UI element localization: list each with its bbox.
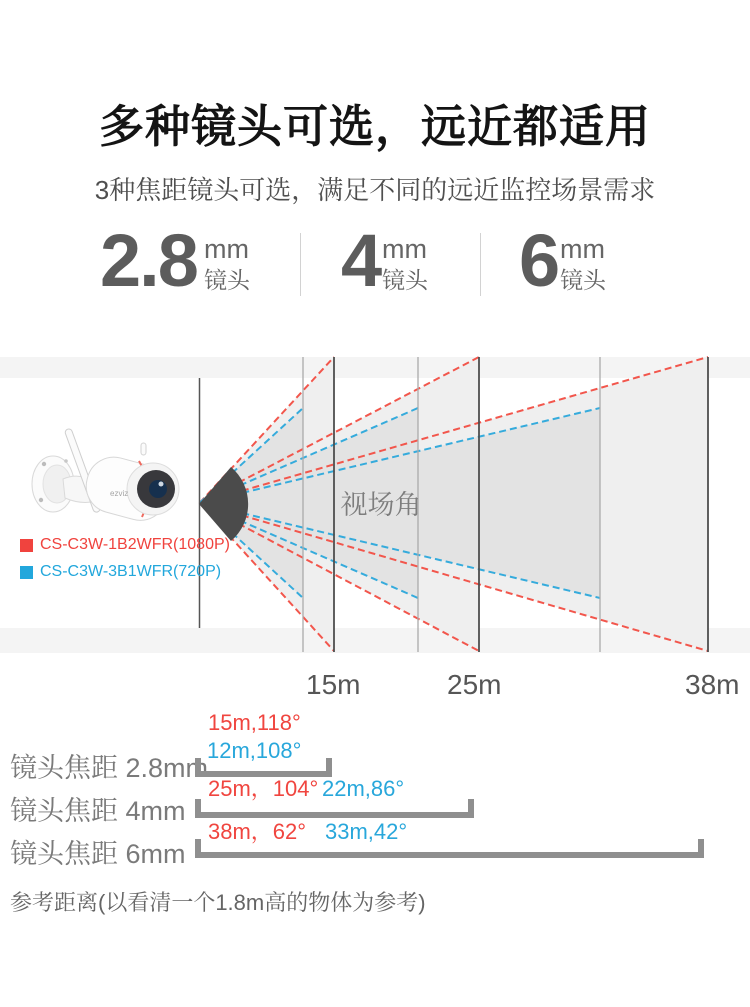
red-distance-angle: 38m，62° <box>208 819 307 844</box>
legend-blue-swatch <box>20 566 33 579</box>
legend-item-720p <box>20 565 221 579</box>
focal-row-label: 镜头焦距 6mm <box>10 839 186 869</box>
lens-option-2.8mm-value: 2.8 <box>100 219 197 302</box>
lens-option-6mm-value: 6 <box>519 219 559 302</box>
distance-label-38m: 38m <box>685 669 740 700</box>
focal-row-label: 镜头焦距 4mm <box>10 796 186 826</box>
legend-red-swatch <box>20 539 33 552</box>
page-subtitle: 3种焦距镜头可选，满足不同的远近监控场景需求 <box>94 175 656 205</box>
blue-distance-angle: 22m,86° <box>322 776 405 801</box>
reference-note: 参考距离(以看清一个1.8m高的物体为参考) <box>10 890 426 915</box>
distance-label-15m: 15m <box>306 669 361 700</box>
focal-row-label: 镜头焦距 2.8mm <box>10 753 209 783</box>
blue-distance-angle: 33m,42° <box>325 819 408 844</box>
distance-label-25m: 25m <box>447 669 502 700</box>
legend-model-label: CS-C3W-1B2WFR(1080P) <box>40 536 230 553</box>
distance-bracket-38m <box>195 839 704 858</box>
camera-brand-text: ezviz <box>110 489 129 498</box>
lens-zh-label: 镜头 <box>382 267 428 293</box>
lens-unit-label: mm <box>560 234 605 264</box>
distance-bracket-25m <box>195 799 474 818</box>
lens-zh-label: 镜头 <box>204 267 250 293</box>
lens-unit-label: mm <box>382 234 427 264</box>
lens-unit-label: mm <box>204 234 249 264</box>
red-distance-angle: 15m,118° <box>208 710 301 735</box>
legend-item-1080p <box>20 538 230 552</box>
page-title: 多种镜头可选，远近都适用 <box>98 101 651 152</box>
blue-distance-angle: 12m,108° <box>207 738 302 763</box>
lens-option-4mm-value: 4 <box>341 219 381 302</box>
distance-bracket-15m <box>195 758 332 777</box>
red-distance-angle: 25m，104° <box>208 776 319 801</box>
legend-model-label: CS-C3W-3B1WFR(720P) <box>40 563 222 580</box>
lens-zh-label: 镜头 <box>560 267 606 293</box>
fov-label: 视场角 <box>340 490 422 520</box>
